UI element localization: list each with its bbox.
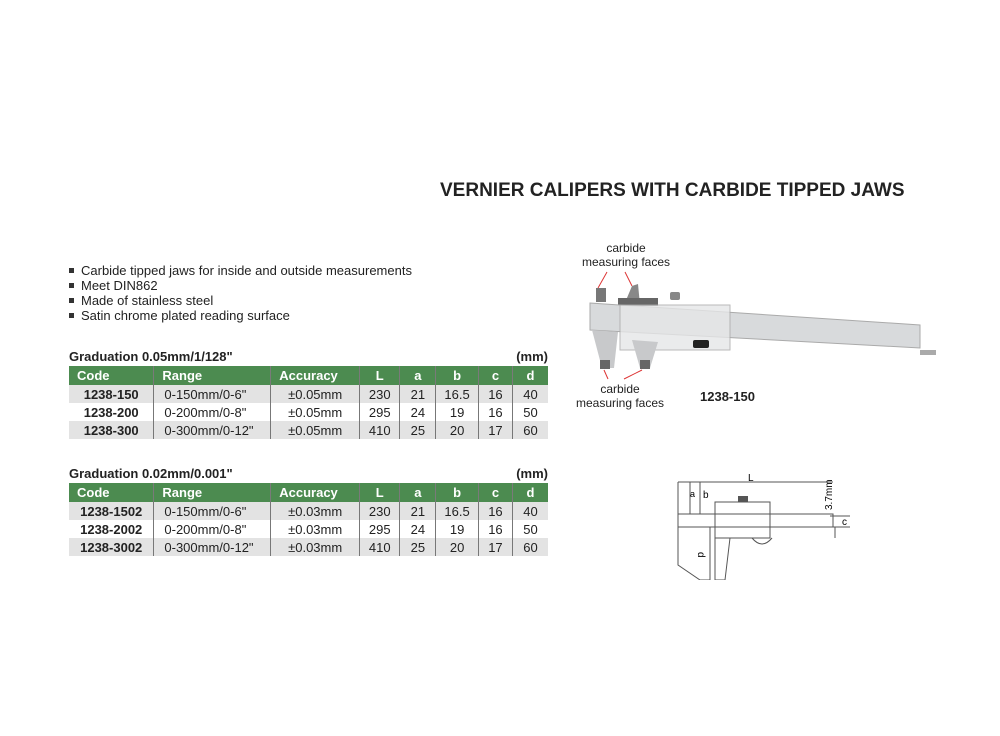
table-cell: 295 — [360, 403, 400, 421]
table-cell: 0-200mm/0-8" — [154, 520, 271, 538]
caliper-dimension-drawing — [670, 470, 860, 580]
column-header: Code — [69, 483, 154, 502]
pointer-line — [624, 370, 642, 379]
table-cell: 21 — [400, 502, 436, 520]
caliper-photo — [580, 270, 940, 380]
unit-label: (mm) — [516, 349, 548, 364]
table-cell: 410 — [360, 421, 400, 439]
table-cell: 0-150mm/0-6" — [154, 385, 271, 403]
table-cell: 19 — [436, 520, 479, 538]
table-cell: 1238-2002 — [80, 521, 143, 537]
table-caption: Graduation 0.05mm/1/128" — [69, 349, 233, 364]
table-cell: 0-150mm/0-6" — [154, 502, 271, 520]
table-row — [69, 520, 548, 538]
dim-d: d — [695, 552, 706, 558]
column-header: Accuracy — [271, 366, 360, 385]
column-header: L — [360, 366, 400, 385]
table-cell: 1238-3002 — [69, 538, 154, 556]
table-cell: 1238-1502 — [69, 502, 154, 520]
table-cell: 25 — [400, 421, 436, 439]
feature-item: Carbide tipped jaws for inside and outside measurements — [69, 263, 412, 278]
column-header: b — [436, 483, 479, 502]
table-row — [69, 403, 548, 421]
table-cell: 40 — [513, 385, 548, 403]
table-cell: 410 — [360, 538, 400, 556]
table-cell: 20 — [436, 421, 479, 439]
table-cell: 295 — [360, 520, 400, 538]
table-row — [69, 385, 548, 403]
column-header: b — [436, 366, 479, 385]
table-cell: 16.5 — [436, 502, 479, 520]
table-cell: 230 — [360, 385, 400, 403]
table-cell: 230 — [360, 502, 400, 520]
table-cell: 25 — [400, 538, 436, 556]
table-cell: 16 — [478, 520, 512, 538]
table-caption: Graduation 0.02mm/0.001" — [69, 466, 233, 481]
column-header: d — [513, 366, 548, 385]
column-header: c — [478, 483, 512, 502]
dim-c: c — [842, 517, 847, 528]
feature-item: Satin chrome plated reading surface — [69, 308, 412, 323]
table-cell: 17 — [478, 538, 512, 556]
feature-item: Made of stainless steel — [69, 293, 412, 308]
pointer-line — [604, 370, 608, 379]
table-cell: 50 — [513, 520, 548, 538]
table-cell: 0-300mm/0-12" — [154, 421, 271, 439]
table-cell: ±0.05mm — [271, 403, 360, 421]
table-cell: 1238-150 — [69, 385, 154, 403]
table-cell: 24 — [400, 403, 436, 421]
table-cell: 40 — [513, 502, 548, 520]
table-cell: ±0.03mm — [271, 538, 360, 556]
table-cell: 24 — [400, 520, 436, 538]
table-row — [69, 502, 548, 520]
column-header: Range — [154, 483, 271, 502]
table-cell: 60 — [513, 538, 548, 556]
column-header: c — [478, 366, 512, 385]
table-cell: 1238-300 — [69, 421, 154, 439]
table-cell: 16 — [478, 502, 512, 520]
table-cell: 21 — [400, 385, 436, 403]
feature-list — [69, 263, 412, 323]
table-cell: 0-300mm/0-12" — [154, 538, 271, 556]
spec-table — [69, 483, 548, 556]
spec-table-002 — [69, 464, 548, 556]
dim-L: L — [748, 473, 754, 484]
column-header: Accuracy — [271, 483, 360, 502]
column-header: a — [400, 366, 436, 385]
table-cell: 1238-200 — [83, 404, 139, 420]
unit-label: (mm) — [516, 466, 548, 481]
table-row — [69, 538, 548, 556]
feature-item: Meet DIN862 — [69, 278, 412, 293]
table-cell: 16 — [478, 403, 512, 421]
table-cell: ±0.03mm — [271, 520, 360, 538]
column-header: Range — [154, 366, 271, 385]
carbide-label-top: carbide measuring faces — [581, 241, 671, 269]
spec-table-005 — [69, 347, 548, 439]
dim-b: b — [703, 490, 709, 501]
table-cell: 16.5 — [436, 385, 479, 403]
column-header: Code — [69, 366, 154, 385]
table-cell: 19 — [436, 403, 479, 421]
column-header: d — [513, 483, 548, 502]
column-header: a — [400, 483, 436, 502]
pointer-line — [625, 272, 632, 286]
carbide-label-bottom: carbide measuring faces — [575, 382, 665, 410]
table-cell: 0-200mm/0-8" — [154, 403, 271, 421]
header-row — [69, 366, 548, 385]
table-cell: 60 — [513, 421, 548, 439]
column-header: L — [360, 483, 400, 502]
table-cell: ±0.05mm — [271, 421, 360, 439]
photo-model-code: 1238-150 — [700, 389, 755, 404]
table-cell: ±0.03mm — [271, 502, 360, 520]
table-cell: 17 — [478, 421, 512, 439]
header-row — [69, 483, 548, 502]
page-title: VERNIER CALIPERS WITH CARBIDE TIPPED JAWS — [440, 180, 905, 201]
pointer-line — [598, 272, 607, 288]
table-cell: 16 — [478, 385, 512, 403]
table-row — [69, 421, 548, 439]
dim-a: a — [690, 489, 696, 499]
dim-3-7mm: 3.7mm — [824, 479, 835, 510]
table-cell: 20 — [436, 538, 479, 556]
table-cell: 50 — [513, 403, 548, 421]
spec-table — [69, 366, 548, 439]
table-cell: ±0.05mm — [271, 385, 360, 403]
